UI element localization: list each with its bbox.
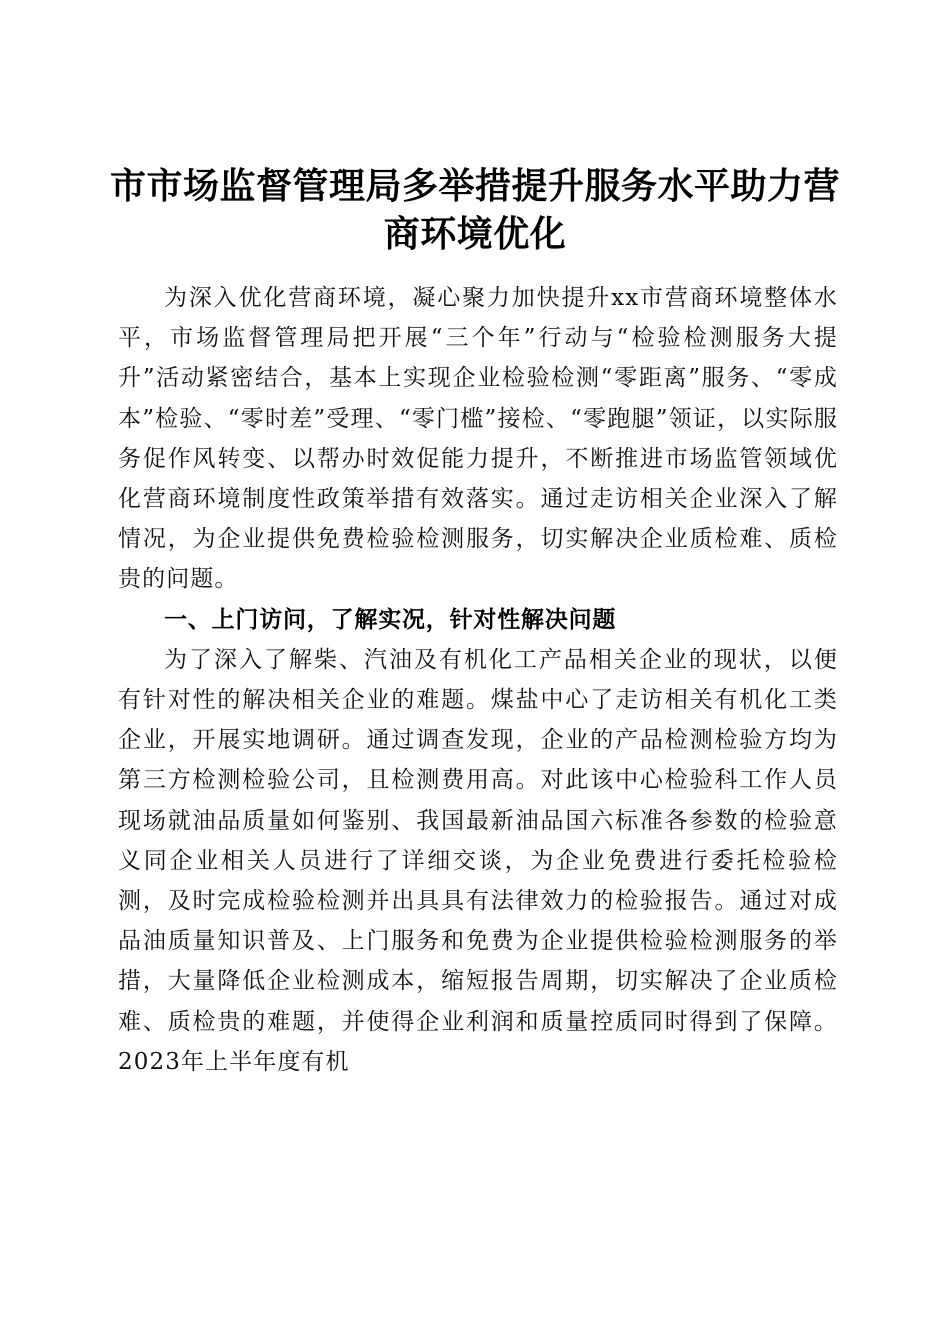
document-title [110,162,840,258]
section-heading-1: 一、上门访问，了解实况，针对性解决问题 [164,606,617,633]
intro-paragraph: 为深入优化营商环境，凝心聚力加快提升xx市营商环境整体水平，市场监督管理局把开展“三个年”行动与“检验检测服务大提升”活动紧密结合，基本上实现企业检验检测“零距离”服务、“零成本”检验、“零时差”受理、“零门槛”接检、“零跑腿”领证，以实际服务促作风转变、以帮办时效促能力提升，不断推进市场监管领域优化营商环境制度性政策举措有效落实。通过走访相关企业深入了解情况，为企业提供免费检验检测服务，切实解决企业质检难、质检贵的问题。 [118,285,838,593]
document-body [118,278,838,1082]
title-line-1: 市市场监督管理局多举措提升服务水平助力营 [110,165,841,208]
title-line-2: 商环境优化 [383,213,567,256]
section-1-paragraph: 为了深入了解柴、汽油及有机化工产品相关企业的现状，以便有针对性的解决相关企业的难题。煤盐中心了走访相关有机化工类企业，开展实地调研。通过调查发现，企业的产品检测检验方均为第三方检测检验公司，且检测费用高。对此该中心检验科工作人员现场就油品质量如何鉴别、我国最新油品国六标准各参数的检验意义同企业相关人员进行了详细交谈，为企业免费进行委托检验检测，及时完成检验检测并出具具有法律效力的检验报告。通过对成品油质量知识普及、上门服务和免费为企业提供检验检测服务的举措，大量降低企业检测成本，缩短报告周期，切实解决了企业质检难、质检贵的难题，并使得企业利润和质量控质同时得到了保障。2023年上半年度有机 [118,646,838,1075]
